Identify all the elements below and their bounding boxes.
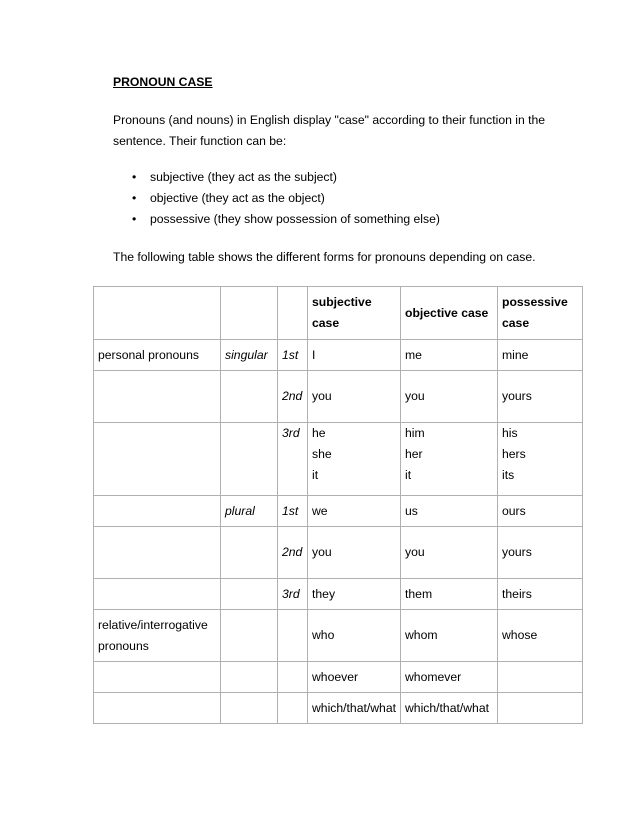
table-row (94, 423, 583, 496)
cell-subjective: which/that/what (308, 693, 401, 724)
cell-subjective: they (308, 579, 401, 610)
list-item: • possessive (they show possession of something else) (113, 209, 440, 230)
case-function-list (113, 167, 440, 230)
table-row (94, 527, 583, 579)
cell-objective: him her it (401, 423, 498, 496)
table-row (94, 340, 583, 371)
table-row (94, 496, 583, 527)
cell-possessive (498, 662, 583, 693)
cell-possessive: ours (498, 496, 583, 527)
cell-subjective: we (308, 496, 401, 527)
person-second: 2nd (278, 527, 308, 579)
table-row (94, 371, 583, 423)
person-first: 1st (278, 496, 308, 527)
pronoun-case-table (93, 286, 583, 724)
person-third: 3rd (278, 423, 308, 496)
cell-objective: us (401, 496, 498, 527)
person-first: 1st (278, 340, 308, 371)
row-label-personal: personal pronouns (94, 340, 221, 371)
cell-subjective: you (308, 527, 401, 579)
cell-objective: me (401, 340, 498, 371)
list-item: • objective (they act as the object) (113, 188, 440, 209)
table-row (94, 662, 583, 693)
cell-subjective: who (308, 610, 401, 662)
cell-possessive: yours (498, 371, 583, 423)
cell-subjective: you (308, 371, 401, 423)
cell-subjective: whoever (308, 662, 401, 693)
table-lead-paragraph: The following table shows the different forms for pronouns depending on case. (113, 250, 536, 264)
cell-subjective: he she it (308, 423, 401, 496)
cell-objective: you (401, 371, 498, 423)
table-row (94, 610, 583, 662)
person-second: 2nd (278, 371, 308, 423)
cell-possessive: theirs (498, 579, 583, 610)
cell-subjective: I (308, 340, 401, 371)
header-subjective: subjective case (308, 287, 401, 340)
bullet-icon: • (132, 170, 137, 184)
cell-possessive: mine (498, 340, 583, 371)
cell-possessive: yours (498, 527, 583, 579)
bullet-icon: • (132, 191, 137, 205)
cell-objective: which/that/what (401, 693, 498, 724)
cell-objective: you (401, 527, 498, 579)
table-header-row (94, 287, 583, 340)
cell-objective: them (401, 579, 498, 610)
header-possessive: possessive case (498, 287, 583, 340)
cell-possessive (498, 693, 583, 724)
intro-paragraph: Pronouns (and nouns) in English display "case" according to their function in the sentence. Their function can be: (113, 113, 546, 148)
number-plural: plural (221, 496, 278, 527)
cell-possessive: his hers its (498, 423, 583, 496)
table-row (94, 693, 583, 724)
person-third: 3rd (278, 579, 308, 610)
page-title: PRONOUN CASE (113, 75, 213, 89)
header-objective: objective case (401, 287, 498, 340)
list-item: • subjective (they act as the subject) (113, 167, 440, 188)
cell-possessive: whose (498, 610, 583, 662)
cell-objective: whomever (401, 662, 498, 693)
number-singular: singular (221, 340, 278, 371)
table-row (94, 579, 583, 610)
row-label-relative: relative/interrogative pronouns (94, 610, 221, 662)
cell-objective: whom (401, 610, 498, 662)
bullet-icon: • (132, 212, 137, 226)
